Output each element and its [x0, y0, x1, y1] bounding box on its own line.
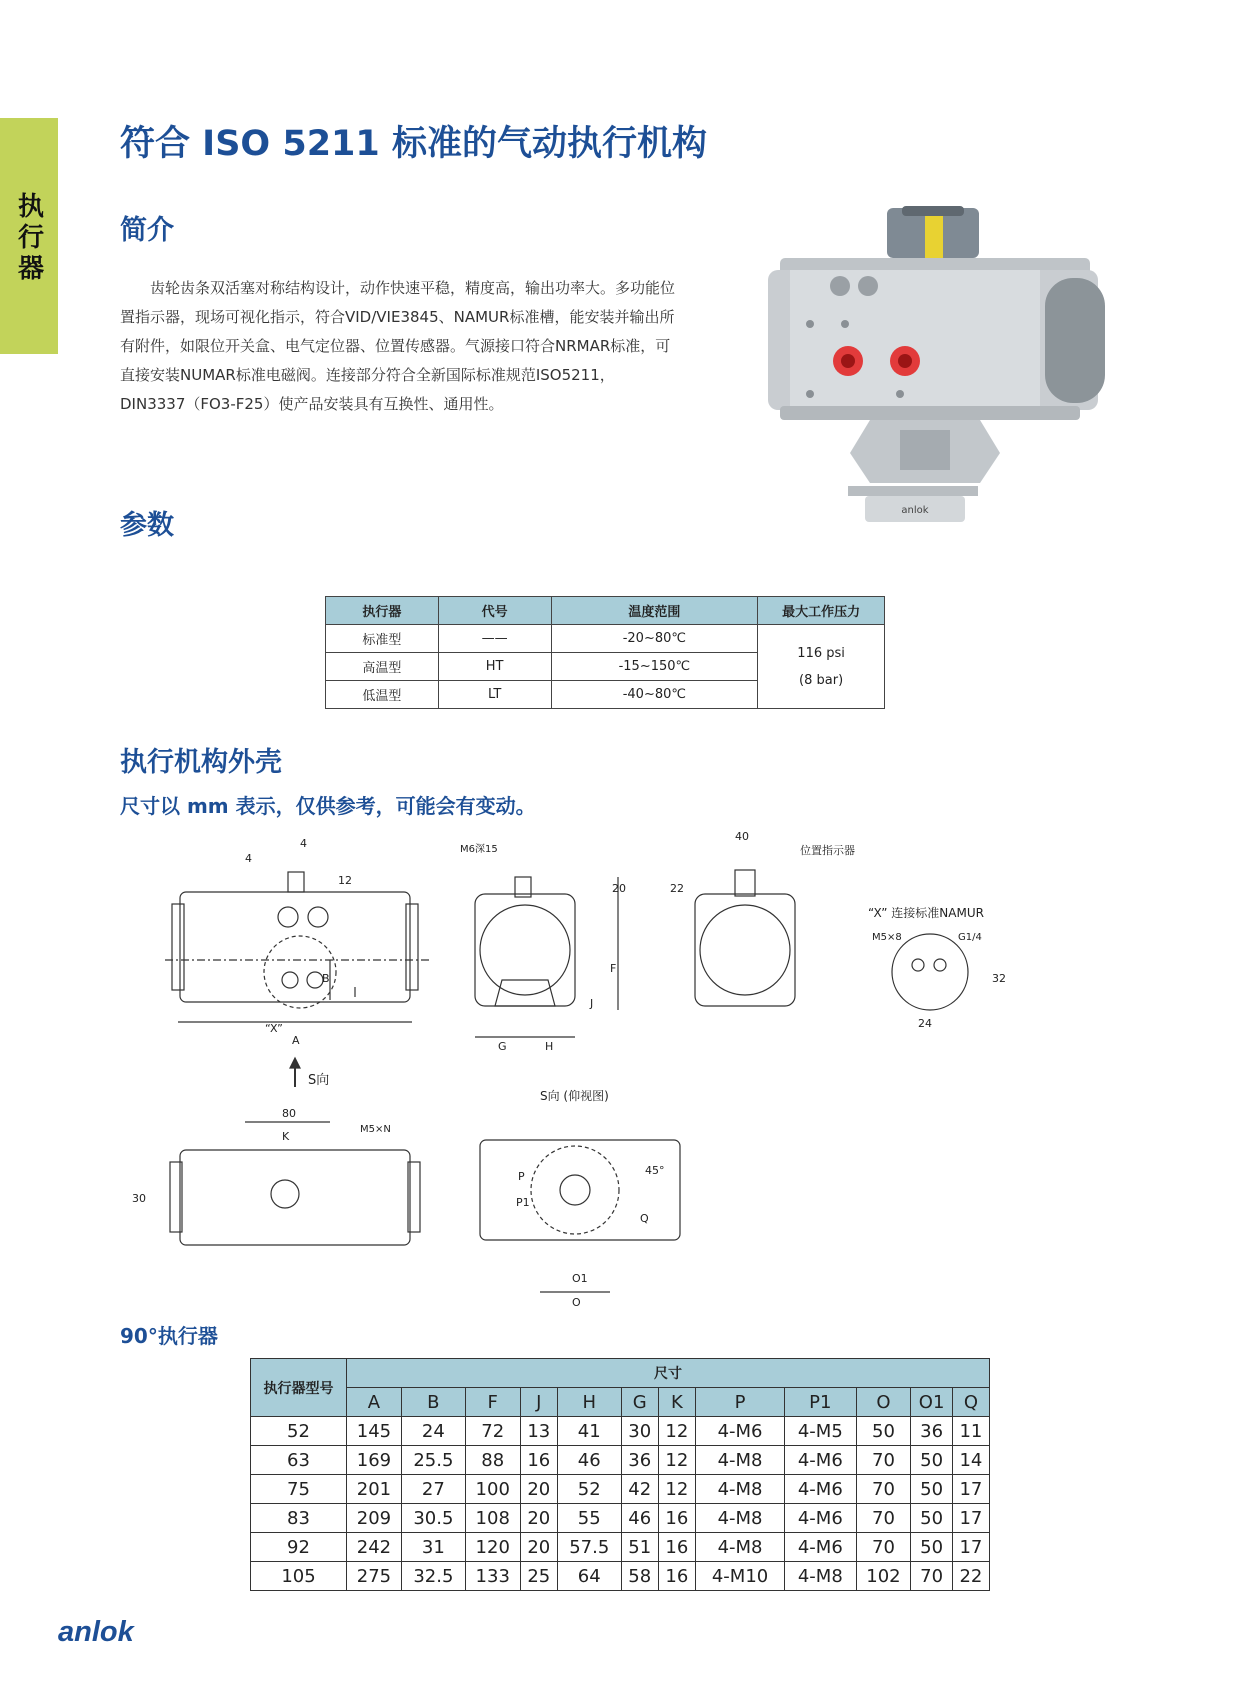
dims-column-header: B	[401, 1388, 465, 1417]
dims-value-cell: 14	[952, 1446, 989, 1475]
dims-value-cell: 52	[557, 1475, 621, 1504]
dims-value-cell: 4-M6	[785, 1533, 856, 1562]
indicator-view-drawing	[670, 830, 855, 1006]
dims-value-cell: 70	[911, 1562, 952, 1591]
params-table	[325, 596, 885, 709]
dims-column-header: O	[856, 1388, 911, 1417]
dims-value-cell: 12	[658, 1475, 695, 1504]
dim-g: G	[498, 1040, 507, 1053]
label-p1: P1	[516, 1196, 530, 1209]
dims-value-cell: 32.5	[401, 1562, 465, 1591]
dim-h: H	[545, 1040, 554, 1053]
dims-value-cell: 30.5	[401, 1504, 465, 1533]
dims-value-cell: 70	[856, 1504, 911, 1533]
dims-table-row	[251, 1446, 990, 1475]
pressure-bar: (8 bar)	[799, 672, 844, 688]
dims-value-cell: 70	[856, 1533, 911, 1562]
dims-value-cell: 46	[621, 1504, 658, 1533]
dim-80: 80	[282, 1107, 296, 1120]
dims-value-cell: 17	[952, 1475, 989, 1504]
dims-value-cell: 4-M6	[785, 1504, 856, 1533]
dim-20: 20	[612, 882, 626, 895]
intro-paragraph: 齿轮齿条双活塞对称结构设计，动作快速平稳，精度高，输出功率大。多功能位置指示器，现场可视化指示，符合VID/VIE3845、NAMUR标准槽，能安装并输出所有附件，如限位开关盒、电气定位器、位置传感器。气源接口符合NRMAR标准，可直接安装NUMAR标准电磁阀。连接部分符合全新国际标准规范ISO5211，DIN3337（FO3-F25）使产品安装具有互换性、通用性。	[120, 279, 676, 413]
dims-column-header: F	[465, 1388, 520, 1417]
dims-value-cell: 16	[520, 1446, 557, 1475]
dims-model-cell: 105	[251, 1562, 347, 1591]
dims-value-cell: 50	[911, 1504, 952, 1533]
top-view-drawing	[132, 1107, 420, 1245]
param-type: 标准型	[326, 625, 439, 653]
brand-logo: anlok	[58, 1616, 134, 1648]
params-heading: 参数	[120, 510, 174, 541]
dims-value-cell: 16	[658, 1504, 695, 1533]
dims-value-cell: 120	[465, 1533, 520, 1562]
dims-value-cell: 30	[621, 1417, 658, 1446]
dims-value-cell: 145	[347, 1417, 402, 1446]
dim-4-top: 4	[300, 837, 307, 850]
dims-table-row	[251, 1417, 990, 1446]
dim-22: 22	[670, 882, 684, 895]
bottom-view-drawing	[480, 1089, 680, 1309]
dims-value-cell: 70	[856, 1446, 911, 1475]
dims-value-cell: 24	[401, 1417, 465, 1446]
intro-heading: 简介	[120, 215, 174, 246]
dims-value-cell: 20	[520, 1475, 557, 1504]
label-p: P	[518, 1170, 525, 1183]
dims-column-header: P1	[785, 1388, 856, 1417]
label-position-indicator: 位置指示器	[800, 844, 855, 857]
dim-a: A	[292, 1034, 300, 1047]
param-code: LT	[438, 681, 551, 709]
param-type: 高温型	[326, 653, 439, 681]
dims-value-cell: 57.5	[557, 1533, 621, 1562]
param-code: HT	[438, 653, 551, 681]
dims-model-cell: 63	[251, 1446, 347, 1475]
dims-column-header: G	[621, 1388, 658, 1417]
side-view-drawing	[460, 843, 626, 1053]
dims-value-cell: 70	[856, 1475, 911, 1504]
dims-value-cell: 22	[952, 1562, 989, 1591]
dims-value-cell: 25	[520, 1562, 557, 1591]
dims-column-header: K	[658, 1388, 695, 1417]
dims-value-cell: 4-M5	[785, 1417, 856, 1446]
dims-value-cell: 4-M10	[695, 1562, 784, 1591]
dims-value-cell: 100	[465, 1475, 520, 1504]
dims-value-cell: 13	[520, 1417, 557, 1446]
dims-table-row	[251, 1475, 990, 1504]
dims-column-header: P	[695, 1388, 784, 1417]
param-temp: -20~80℃	[551, 625, 758, 653]
label-s-direction: S向	[308, 1073, 330, 1088]
dim-k: K	[282, 1130, 290, 1143]
dims-model-cell: 52	[251, 1417, 347, 1446]
dims-value-cell: 17	[952, 1533, 989, 1562]
dims-table-row	[251, 1533, 990, 1562]
dim-4-side: 4	[245, 852, 252, 865]
dims-model-header: 执行器型号	[251, 1359, 347, 1417]
dims-value-cell: 16	[658, 1562, 695, 1591]
dim-o1: O1	[572, 1272, 588, 1285]
dims-model-cell: 83	[251, 1504, 347, 1533]
dims-value-cell: 55	[557, 1504, 621, 1533]
dim-b: B	[322, 972, 330, 985]
dims-model-cell: 92	[251, 1533, 347, 1562]
dims-value-cell: 209	[347, 1504, 402, 1533]
label-s-bottom-view: S向 (仰视图)	[540, 1089, 609, 1103]
dims-value-cell: 4-M8	[695, 1533, 784, 1562]
dims-value-cell: 102	[856, 1562, 911, 1591]
dims-value-cell: 11	[952, 1417, 989, 1446]
dims-heading: 90°执行器	[120, 1324, 218, 1348]
dims-value-cell: 36	[621, 1446, 658, 1475]
dims-value-cell: 133	[465, 1562, 520, 1591]
dims-column-header: O1	[911, 1388, 952, 1417]
dim-f: F	[610, 962, 617, 975]
param-pressure	[758, 625, 885, 709]
param-header-temp: 温度范围	[551, 597, 758, 625]
side-tab-label: 执行器	[17, 192, 44, 284]
intro-text	[120, 274, 680, 419]
dims-value-cell: 4-M8	[695, 1475, 784, 1504]
dimensions-table	[250, 1358, 990, 1591]
dims-table-row	[251, 1504, 990, 1533]
dims-value-cell: 20	[520, 1533, 557, 1562]
front-view-drawing	[165, 837, 430, 1088]
technical-drawings	[132, 830, 1090, 1309]
param-header-type: 执行器	[326, 597, 439, 625]
dims-value-cell: 169	[347, 1446, 402, 1475]
label-m5xn: M5×N	[360, 1124, 391, 1135]
dims-value-cell: 201	[347, 1475, 402, 1504]
dims-value-cell: 108	[465, 1504, 520, 1533]
dims-value-cell: 275	[347, 1562, 402, 1591]
dims-value-cell: 31	[401, 1533, 465, 1562]
dims-value-cell: 4-M6	[785, 1446, 856, 1475]
dims-value-cell: 46	[557, 1446, 621, 1475]
dims-value-cell: 25.5	[401, 1446, 465, 1475]
dim-o: O	[572, 1296, 581, 1309]
pressure-psi: 116 psi	[797, 645, 845, 661]
dims-value-cell: 58	[621, 1562, 658, 1591]
product-engraving: anlok	[901, 505, 929, 516]
label-x-marker: “X”	[265, 1022, 283, 1035]
dims-value-cell: 4-M8	[695, 1504, 784, 1533]
dims-value-cell: 17	[952, 1504, 989, 1533]
param-type: 低温型	[326, 681, 439, 709]
dims-size-header: 尺寸	[347, 1359, 990, 1388]
dims-column-header: A	[347, 1388, 402, 1417]
dims-value-cell: 242	[347, 1533, 402, 1562]
dim-40: 40	[735, 830, 749, 843]
dims-value-cell: 4-M8	[785, 1562, 856, 1591]
namur-detail-drawing	[868, 905, 1006, 1030]
dim-32: 32	[992, 972, 1006, 985]
dims-value-cell: 4-M8	[695, 1446, 784, 1475]
dims-value-cell: 16	[658, 1533, 695, 1562]
dims-value-cell: 50	[911, 1475, 952, 1504]
param-temp: -40~80℃	[551, 681, 758, 709]
dim-30: 30	[132, 1192, 146, 1205]
dims-column-headers	[251, 1388, 990, 1417]
dims-value-cell: 20	[520, 1504, 557, 1533]
label-45deg: 45°	[645, 1164, 665, 1177]
dims-value-cell: 50	[856, 1417, 911, 1446]
dims-column-header: H	[557, 1388, 621, 1417]
dims-column-header: Q	[952, 1388, 989, 1417]
dims-value-cell: 4-M6	[785, 1475, 856, 1504]
page-title: 符合 ISO 5211 标准的气动执行机构	[120, 124, 707, 164]
dims-column-header: J	[520, 1388, 557, 1417]
param-header-pressure: 最大工作压力	[758, 597, 885, 625]
dim-q: Q	[640, 1212, 649, 1225]
param-code: ——	[438, 625, 551, 653]
dims-value-cell: 88	[465, 1446, 520, 1475]
housing-heading: 执行机构外壳	[120, 747, 282, 778]
dims-value-cell: 12	[658, 1446, 695, 1475]
dims-value-cell: 72	[465, 1417, 520, 1446]
label-m5x8: M5×8	[872, 932, 902, 943]
dims-table-row	[251, 1562, 990, 1591]
housing-note: 尺寸以 mm 表示，仅供参考，可能会有变动。	[120, 794, 536, 818]
dim-j: J	[590, 997, 594, 1010]
actuator-product-image	[750, 208, 1120, 558]
dim-12: 12	[338, 874, 352, 887]
dims-value-cell: 12	[658, 1417, 695, 1446]
param-header-code: 代号	[438, 597, 551, 625]
label-m6-depth: M6深15	[460, 844, 498, 855]
dims-value-cell: 64	[557, 1562, 621, 1591]
dims-value-cell: 50	[911, 1446, 952, 1475]
label-g14: G1/4	[958, 932, 982, 943]
dims-value-cell: 36	[911, 1417, 952, 1446]
dims-value-cell: 50	[911, 1533, 952, 1562]
dim-24: 24	[918, 1017, 932, 1030]
dims-value-cell: 41	[557, 1417, 621, 1446]
label-x-namur: “X” 连接标准NAMUR	[868, 906, 984, 920]
dims-value-cell: 51	[621, 1533, 658, 1562]
param-temp: -15~150℃	[551, 653, 758, 681]
dims-model-cell: 75	[251, 1475, 347, 1504]
dims-value-cell: 4-M6	[695, 1417, 784, 1446]
dims-value-cell: 27	[401, 1475, 465, 1504]
dims-value-cell: 42	[621, 1475, 658, 1504]
